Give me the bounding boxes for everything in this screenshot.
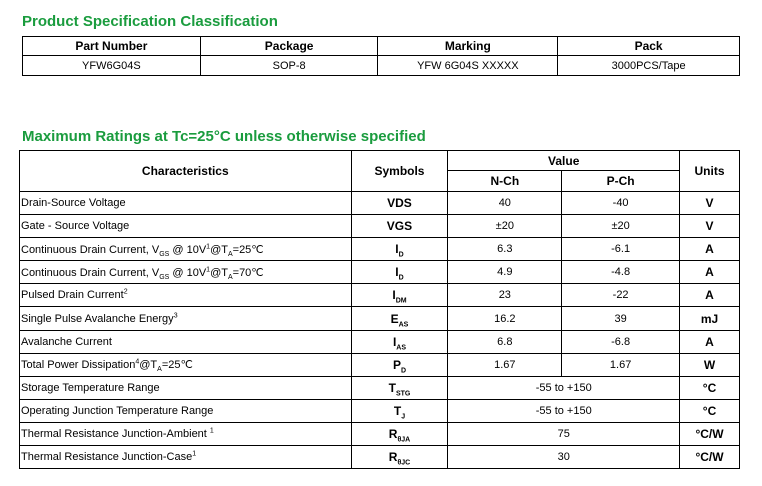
symbol-cell [351, 422, 448, 445]
characteristic-cell [20, 446, 352, 469]
nch-value-cell: 6.8 [448, 330, 562, 353]
symbol-subscript: AS [396, 344, 407, 351]
characteristic-text: Avalanche Current [21, 335, 112, 348]
table-row [20, 215, 740, 238]
characteristic-cell [20, 284, 352, 307]
symbol-subscript: D [398, 274, 404, 282]
nch-value-cell: 16.2 [448, 307, 562, 330]
symbol-main: R [388, 426, 398, 441]
unit-cell: °C [680, 376, 740, 399]
unit-cell: A [680, 238, 740, 261]
unit-cell: °C/W [680, 422, 740, 445]
symbol-subscript: θJC [397, 459, 411, 467]
spec-classification-table [22, 36, 740, 76]
characteristic-text: @T [210, 266, 228, 279]
symbol-cell [351, 261, 448, 284]
unit-cell: V [680, 192, 740, 215]
symbol-subscript: STG [395, 390, 411, 398]
characteristic-cell [20, 261, 352, 284]
characteristic-text: Continuous Drain Current, V [21, 266, 160, 279]
characteristic-text: 1 [206, 266, 211, 274]
table-row [20, 330, 740, 353]
characteristic-text: @ 10V [169, 243, 207, 256]
value-cell: 75 [448, 422, 680, 445]
header-part-number: Part Number [23, 37, 201, 56]
symbol-cell [351, 238, 448, 261]
pch-value-cell: ±20 [562, 215, 680, 238]
characteristic-text: A [227, 250, 233, 258]
characteristic-text: @ 10V [169, 266, 207, 279]
characteristic-text: GS [159, 250, 170, 258]
symbol-main: E [390, 311, 399, 326]
max-ratings-title: Maximum Ratings at Tc=25°C unless otherwise specified [22, 128, 426, 145]
unit-cell: A [680, 284, 740, 307]
marking-value: YFW 6G04S XXXXX [378, 56, 558, 76]
table-row [20, 284, 740, 307]
package-value: SOP-8 [200, 56, 378, 76]
characteristic-text: Single Pulse Avalanche Energy [21, 312, 174, 325]
unit-cell: °C/W [680, 446, 740, 469]
characteristic-cell [20, 399, 352, 422]
symbol-cell [351, 307, 448, 330]
spec-classification-title: Product Specification Classification [22, 13, 278, 30]
characteristic-text: 1 [206, 243, 211, 251]
unit-cell: mJ [680, 307, 740, 330]
characteristic-text: A [227, 274, 233, 282]
characteristic-text: 1 [209, 427, 214, 435]
unit-cell: A [680, 261, 740, 284]
characteristic-text: GS [159, 274, 170, 282]
characteristic-text: @T [210, 243, 228, 256]
nch-value-cell: 1.67 [448, 353, 562, 376]
characteristic-text: A [157, 366, 162, 374]
symbol-main: T [393, 403, 402, 418]
symbol-cell [351, 376, 448, 399]
table-row [20, 446, 740, 469]
symbol-main: I [392, 288, 396, 303]
table-row [20, 192, 740, 215]
symbol-cell: VDS [351, 192, 448, 215]
pch-value-cell: -6.8 [562, 330, 680, 353]
value-cell: 30 [448, 446, 680, 469]
value-cell: -55 to +150 [448, 376, 680, 399]
header-nch: N-Ch [448, 171, 562, 192]
characteristic-cell [20, 215, 352, 238]
symbol-main: R [388, 450, 398, 465]
symbol-subscript: D [398, 251, 404, 259]
symbol-main: P [392, 357, 401, 372]
spec-data-row [23, 56, 740, 76]
pch-value-cell: -40 [562, 192, 680, 215]
characteristic-text: =70℃ [232, 266, 264, 279]
characteristic-text: Gate - Source Voltage [21, 220, 130, 233]
pch-value-cell: -22 [562, 284, 680, 307]
header-package: Package [200, 37, 378, 56]
table-row [20, 376, 740, 399]
symbol-cell [351, 399, 448, 422]
characteristic-text: 1 [192, 450, 197, 458]
symbol-cell [351, 353, 448, 376]
table-row [20, 353, 740, 376]
symbol-cell [351, 284, 448, 307]
symbol-cell [351, 446, 448, 469]
ratings-header-row [20, 151, 740, 171]
symbol-subscript: D [400, 367, 407, 375]
characteristic-text: Thermal Resistance Junction-Ambient [21, 427, 210, 440]
max-ratings-table [19, 150, 740, 469]
symbol-subscript: DM [395, 297, 407, 305]
header-pack: Pack [558, 37, 740, 56]
header-pch: P-Ch [562, 171, 680, 192]
pack-value: 3000PCS/Tape [558, 56, 740, 76]
pch-value-cell: 1.67 [562, 353, 680, 376]
characteristic-text: =25℃ [232, 243, 264, 256]
symbol-main: T [388, 380, 396, 395]
characteristic-text: Operating Junction Temperature Range [21, 404, 214, 417]
unit-cell: W [680, 353, 740, 376]
symbol-main: I [392, 334, 397, 349]
characteristic-text: Thermal Resistance Junction-Case [21, 451, 193, 464]
pch-value-cell: 39 [562, 307, 680, 330]
characteristic-cell [20, 238, 352, 261]
characteristic-text: 2 [123, 288, 128, 296]
symbol-main: I [395, 265, 399, 280]
characteristic-cell [20, 192, 352, 215]
characteristic-text: Total Power Dissipation [21, 359, 136, 372]
characteristic-text: Continuous Drain Current, V [21, 243, 160, 256]
characteristic-cell [20, 330, 352, 353]
nch-value-cell: 40 [448, 192, 562, 215]
table-row [20, 261, 740, 284]
characteristic-text: =25℃ [161, 359, 193, 372]
nch-value-cell: 6.3 [448, 238, 562, 261]
symbol-subscript: θJA [397, 436, 411, 444]
header-symbols: Symbols [351, 151, 448, 192]
table-row [20, 238, 740, 261]
nch-value-cell: 4.9 [448, 261, 562, 284]
table-row [20, 307, 740, 330]
characteristic-text: Storage Temperature Range [21, 381, 160, 394]
characteristic-cell [20, 376, 352, 399]
spec-header-row [23, 37, 740, 56]
symbol-main: I [395, 242, 399, 257]
characteristic-cell [20, 307, 352, 330]
nch-value-cell: 23 [448, 284, 562, 307]
unit-cell: V [680, 215, 740, 238]
characteristic-text: Drain-Source Voltage [21, 197, 126, 210]
header-units: Units [680, 151, 740, 192]
symbol-cell [351, 330, 448, 353]
header-value: Value [448, 151, 680, 171]
value-cell: -55 to +150 [448, 399, 680, 422]
characteristic-text: Pulsed Drain Current [21, 289, 124, 302]
unit-cell: A [680, 330, 740, 353]
pch-value-cell: -4.8 [562, 261, 680, 284]
table-row [20, 399, 740, 422]
symbol-cell: VGS [351, 215, 448, 238]
table-row [20, 422, 740, 445]
header-marking: Marking [378, 37, 558, 56]
characteristic-text: 3 [173, 311, 178, 319]
characteristic-cell [20, 353, 352, 376]
part-number-value: YFW6G04S [23, 56, 201, 76]
symbol-subscript: J [401, 413, 406, 421]
nch-value-cell: ±20 [448, 215, 562, 238]
symbol-subscript: AS [398, 320, 409, 328]
pch-value-cell: -6.1 [562, 238, 680, 261]
characteristic-cell [20, 422, 352, 445]
header-characteristics: Characteristics [20, 151, 352, 192]
unit-cell: °C [680, 399, 740, 422]
characteristic-text: 4 [135, 358, 140, 366]
characteristic-text: @T [139, 359, 158, 372]
